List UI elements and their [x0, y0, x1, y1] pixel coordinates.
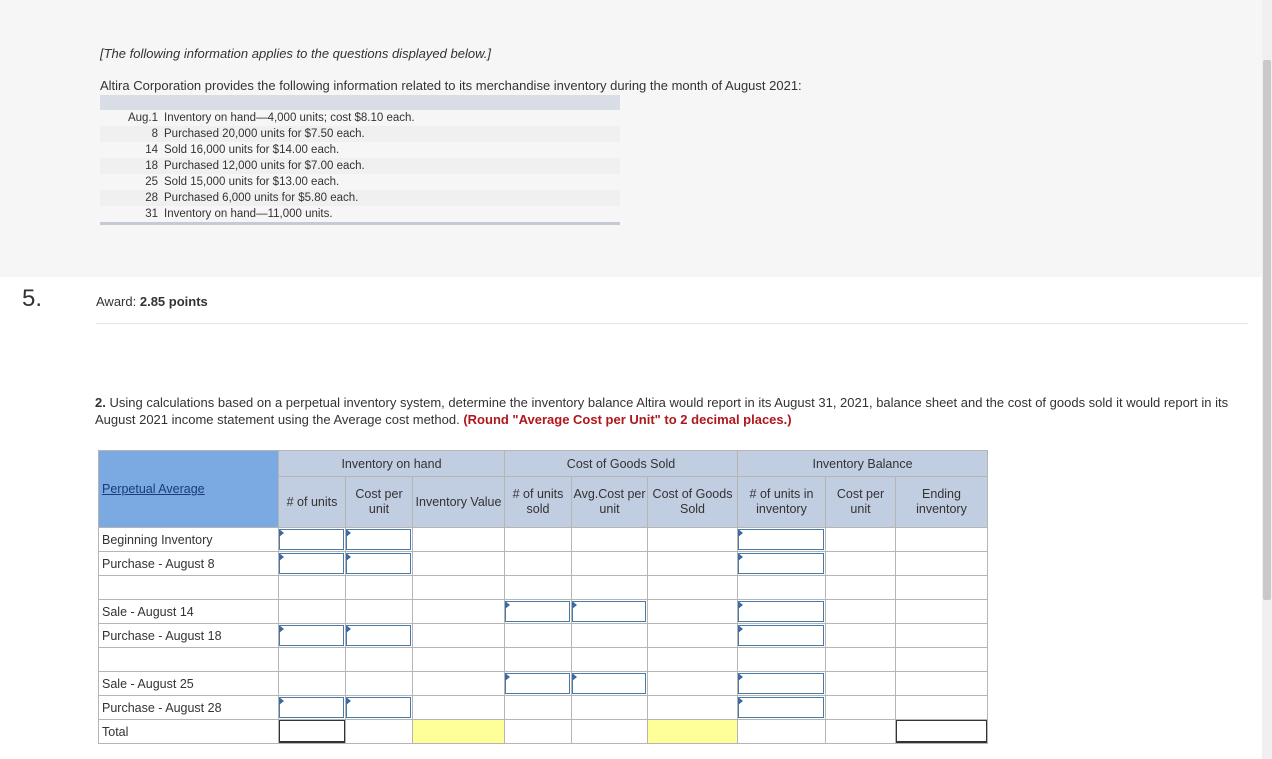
col-inventory-value: Inventory Value	[413, 477, 505, 528]
worksheet-cell	[413, 528, 505, 552]
input-box[interactable]	[346, 529, 411, 550]
input-marker-icon	[346, 625, 351, 633]
worksheet-row	[99, 696, 988, 720]
worksheet-cell	[279, 600, 346, 624]
transaction-date: 31	[145, 208, 158, 220]
worksheet-cell	[413, 600, 505, 624]
page-scrollbar-thumb[interactable]	[1263, 60, 1271, 600]
worksheet-row-label: Beginning Inventory	[99, 528, 279, 552]
input-marker-icon	[738, 529, 743, 537]
worksheet-cell	[346, 672, 413, 696]
worksheet-row	[99, 624, 988, 648]
input-box[interactable]	[572, 673, 646, 694]
group-inventory-on-hand: Inventory on hand	[279, 451, 505, 477]
worksheet-row-label: Purchase - August 28	[99, 696, 279, 720]
worksheet-cell	[505, 624, 572, 648]
worksheet-cell	[826, 624, 896, 648]
worksheet-cell	[572, 696, 648, 720]
worksheet-cell	[896, 696, 988, 720]
transaction-date: 18	[100, 158, 164, 174]
input-marker-icon	[279, 553, 284, 561]
worksheet-cell	[896, 600, 988, 624]
input-box[interactable]	[505, 601, 570, 622]
transaction-date: Aug.1	[127, 112, 158, 124]
worksheet-cell	[826, 600, 896, 624]
units-sold-input[interactable]	[505, 672, 572, 696]
input-marker-icon	[346, 697, 351, 705]
input-marker-icon	[572, 673, 577, 681]
transaction-text: Sold 15,000 units for $13.00 each.	[164, 176, 340, 188]
worksheet-cell	[826, 720, 896, 744]
worksheet-row	[99, 552, 988, 576]
worksheet-cell	[738, 576, 826, 600]
input-marker-icon	[346, 553, 351, 561]
worksheet-row-label: Total	[99, 720, 279, 744]
col-units-sold: # of units sold	[505, 477, 572, 528]
worksheet-cell	[413, 576, 505, 600]
input-marker-icon	[738, 673, 743, 681]
transaction-date: 14	[145, 144, 158, 156]
worksheet-cell	[505, 648, 572, 672]
transaction-row	[100, 158, 620, 174]
worksheet-row-label: Purchase - August 8	[99, 552, 279, 576]
transaction-text: Purchased 20,000 units for $7.50 each.	[164, 126, 620, 142]
input-box[interactable]	[279, 625, 344, 646]
transaction-text: Purchased 12,000 units for $7.00 each.	[164, 158, 620, 174]
worksheet-cell	[505, 576, 572, 600]
worksheet-cell	[413, 648, 505, 672]
worksheet-cell	[826, 552, 896, 576]
worksheet-cell	[572, 528, 648, 552]
worksheet-cell	[279, 576, 346, 600]
units-in-inventory-input[interactable]	[738, 528, 826, 552]
worksheet-row-label: Sale - August 14	[99, 600, 279, 624]
avg-cost-input[interactable]	[572, 672, 648, 696]
worksheet-row-label: Sale - August 25	[99, 672, 279, 696]
worksheet-cell	[648, 696, 738, 720]
total-ending-inventory-cell[interactable]	[896, 720, 988, 744]
worksheet-cell	[572, 576, 648, 600]
question-part-number: 2.	[95, 395, 106, 410]
col-units-in-inventory: # of units in inventory	[738, 477, 826, 528]
input-box[interactable]	[738, 625, 824, 646]
worksheet-cell	[572, 552, 648, 576]
worksheet-cell	[826, 576, 896, 600]
transaction-row	[100, 206, 620, 222]
worksheet-cell	[648, 528, 738, 552]
units-in-inventory-input[interactable]	[738, 696, 826, 720]
perpetual-average-link[interactable]: Perpetual Average	[102, 482, 205, 496]
worksheet-cell	[738, 720, 826, 744]
units-in-inventory-input[interactable]	[738, 552, 826, 576]
input-box[interactable]	[279, 697, 344, 718]
worksheet-cell	[826, 672, 896, 696]
worksheet-cell	[346, 576, 413, 600]
worksheet-row-label	[99, 576, 279, 600]
input-marker-icon	[505, 673, 510, 681]
input-box[interactable]	[279, 529, 344, 550]
col-cost-per-unit: Cost per unit	[346, 477, 413, 528]
divider	[96, 323, 1248, 324]
worksheet-cell	[346, 600, 413, 624]
input-box[interactable]	[738, 601, 824, 622]
worksheet-cell	[896, 528, 988, 552]
cost-per-unit-input[interactable]	[346, 528, 413, 552]
worksheet-cell	[826, 528, 896, 552]
input-marker-icon	[279, 697, 284, 705]
worksheet-row	[99, 720, 988, 744]
transaction-date: 28	[100, 190, 164, 206]
units-in-inventory-input[interactable]	[738, 624, 826, 648]
input-box[interactable]	[738, 529, 824, 550]
transaction-row	[100, 110, 620, 126]
transaction-text: Inventory on hand—4,000 units; cost $8.10 each.	[164, 112, 415, 124]
worksheet-cell	[413, 624, 505, 648]
total-cogs-cell[interactable]	[648, 720, 738, 744]
input-box[interactable]	[738, 673, 824, 694]
question-text	[95, 394, 1235, 428]
cost-per-unit-input[interactable]	[346, 624, 413, 648]
worksheet-cell	[896, 672, 988, 696]
worksheet-cell	[572, 648, 648, 672]
avg-cost-input[interactable]	[572, 600, 648, 624]
worksheet-cell	[413, 672, 505, 696]
input-marker-icon	[738, 601, 743, 609]
transactions-table-footer	[100, 222, 620, 225]
units-input[interactable]	[279, 624, 346, 648]
award-label-text: Award:	[96, 294, 137, 309]
worksheet-row	[99, 528, 988, 552]
transaction-row	[100, 190, 620, 206]
worksheet-row	[99, 648, 988, 672]
units-sold-input[interactable]	[505, 600, 572, 624]
input-box[interactable]	[346, 697, 411, 718]
input-box[interactable]	[738, 553, 824, 574]
group-inventory-balance: Inventory Balance	[738, 451, 988, 477]
total-inventory-value-cell[interactable]	[413, 720, 505, 744]
input-box[interactable]	[346, 553, 411, 574]
worksheet-cell	[648, 672, 738, 696]
col-ending-inventory: Ending inventory	[896, 477, 988, 528]
transaction-text: Inventory on hand—11,000 units.	[164, 208, 333, 220]
worksheet-cell	[279, 648, 346, 672]
shared-info-description: Altira Corporation provides the following information related to its merchandise inventory during the month of August 2021:	[100, 78, 802, 93]
worksheet-cell	[826, 696, 896, 720]
worksheet-cell	[738, 648, 826, 672]
input-marker-icon	[738, 625, 743, 633]
worksheet-cell	[648, 600, 738, 624]
transactions-table-header	[100, 95, 620, 110]
worksheet-corner	[99, 451, 279, 528]
worksheet-cell	[572, 720, 648, 744]
total-cell-border	[896, 720, 987, 743]
worksheet-cell	[896, 576, 988, 600]
worksheet-cell	[413, 552, 505, 576]
input-marker-icon	[738, 553, 743, 561]
transactions-table	[100, 95, 620, 225]
total-units-cell[interactable]	[279, 720, 346, 744]
input-marker-icon	[346, 529, 351, 537]
input-marker-icon	[738, 697, 743, 705]
transaction-text: Purchased 6,000 units for $5.80 each.	[164, 190, 620, 206]
transaction-text: Sold 16,000 units for $14.00 each.	[164, 144, 340, 156]
worksheet-cell	[896, 552, 988, 576]
worksheet-cell	[648, 648, 738, 672]
worksheet-cell	[346, 720, 413, 744]
input-marker-icon	[505, 601, 510, 609]
worksheet-cell	[346, 648, 413, 672]
award-points: 2.85 points	[139, 294, 208, 309]
cost-per-unit-input[interactable]	[346, 696, 413, 720]
input-box[interactable]	[572, 601, 646, 622]
perpetual-average-worksheet	[98, 450, 988, 744]
total-cell-border	[279, 720, 345, 743]
worksheet-row-label: Purchase - August 18	[99, 624, 279, 648]
worksheet-cell	[648, 624, 738, 648]
input-box[interactable]	[738, 697, 824, 718]
worksheet-cell	[896, 624, 988, 648]
worksheet-cell	[505, 552, 572, 576]
transaction-row	[100, 126, 620, 142]
worksheet-cell	[896, 648, 988, 672]
transaction-date: 25	[145, 176, 158, 188]
units-input[interactable]	[279, 528, 346, 552]
input-box[interactable]	[346, 625, 411, 646]
award-label	[96, 294, 208, 309]
col-cogs: Cost of Goods Sold	[648, 477, 738, 528]
worksheet-cell	[279, 672, 346, 696]
worksheet-cell	[413, 696, 505, 720]
worksheet-cell	[505, 720, 572, 744]
col-balance-cost-per-unit: Cost per unit	[826, 477, 896, 528]
worksheet-row	[99, 672, 988, 696]
worksheet-cell	[648, 576, 738, 600]
transaction-date: 8	[100, 126, 164, 142]
units-input[interactable]	[279, 552, 346, 576]
worksheet-cell	[648, 552, 738, 576]
shared-info-intro: [The following information applies to the questions displayed below.]	[100, 46, 491, 61]
input-marker-icon	[279, 625, 284, 633]
group-cost-of-goods-sold: Cost of Goods Sold	[505, 451, 738, 477]
worksheet-cell	[505, 696, 572, 720]
input-box[interactable]	[505, 673, 570, 694]
input-marker-icon	[572, 601, 577, 609]
worksheet-cell	[572, 624, 648, 648]
units-in-inventory-input[interactable]	[738, 672, 826, 696]
units-in-inventory-input[interactable]	[738, 600, 826, 624]
worksheet-cell	[826, 648, 896, 672]
units-input[interactable]	[279, 696, 346, 720]
input-marker-icon	[279, 529, 284, 537]
transaction-row	[100, 142, 620, 158]
worksheet-cell	[505, 528, 572, 552]
col-units: # of units	[279, 477, 346, 528]
worksheet-row	[99, 600, 988, 624]
rounding-note: (Round "Average Cost per Unit" to 2 decimal places.)	[463, 412, 792, 427]
cost-per-unit-input[interactable]	[346, 552, 413, 576]
worksheet-row	[99, 576, 988, 600]
worksheet-row-label	[99, 648, 279, 672]
input-box[interactable]	[279, 553, 344, 574]
question-number: 5.	[22, 285, 43, 312]
question-body: Using calculations based on a perpetual inventory system, determine the inventory balance Altira would report in its August 31, 2021, balance sheet and the cost of goods sold it would report in its August 2021 income statement using the Average cost method.	[95, 395, 1229, 427]
col-avg-cost: Avg.Cost per unit	[572, 477, 648, 528]
transaction-row	[100, 174, 620, 190]
